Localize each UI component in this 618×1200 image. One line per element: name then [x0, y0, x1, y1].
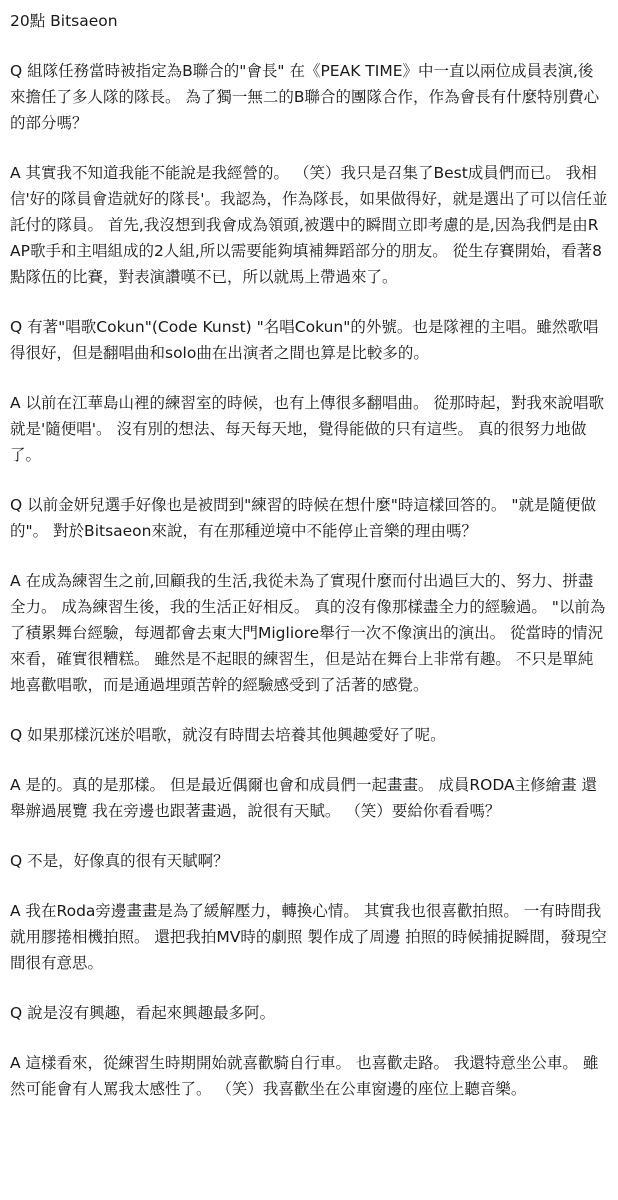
paragraph-answer-5: A 我在Roda旁邊畫畫是為了緩解壓力，轉換心情。 其實我也很喜歡拍照。 一有時間我就用膠捲相機拍照。 還把我拍MV時的劇照 製作成了周邊 拍照的時候捕捉瞬間，發現空間很有意思。 — [10, 902, 607, 972]
paragraph-question-4: Q 如果那樣沉迷於唱歌，就沒有時間去培養其他興趣愛好了呢。 — [10, 726, 446, 744]
paragraph-answer-4: A 是的。真的是那樣。 但是最近偶爾也會和成員們一起畫畫。 成員RODA主修繪畫 還舉辦過展覽 我在旁邊也跟著畫過，說很有天賦。 （笑）要給你看看嗎？ — [10, 776, 598, 820]
paragraph-answer-1: A 其實我不知道我能不能說是我經營的。 （笑）我只是召集了Best成員們而已。 我相信'好的隊員會造就好的隊長'。我認為，作為隊長，如果做得好，就是選出了可以信任並託付的隊員。 首先,我沒想到我會成為領頭,被選中的瞬間立即考慮的是,因為我們是由RAP歌手和主唱組成的2人組,所以需要能夠填補舞蹈部分的朋友。 從生存賽開始，看著8點隊伍的比賽，對表演讚嘆不已，所以就馬上帶過來了。 — [10, 164, 608, 286]
paragraph-answer-2: A 以前在江華島山裡的練習室的時候，也有上傳很多翻唱曲。 從那時起，對我來說唱歌就是'隨便唱'。 沒有別的想法、每天每天地，覺得能做的只有這些。 真的很努力地做了。 — [10, 394, 604, 464]
article-title: 20點 Bitsaeon — [10, 12, 118, 30]
paragraph-question-2: Q 有著"唱歌Cokun"(Code Kunst) "名唱Cokun"的外號。也是隊裡的主唱。雖然歌唱得很好，但是翻唱曲和solo曲在出演者之間也算是比較多的。 — [10, 318, 599, 362]
article-body — [10, 8, 608, 1102]
paragraph-question-1: Q 組隊任務當時被指定為B聯合的"會長" 在《PEAK TIME》中一直以兩位成員表演,後來擔任了多人隊的隊長。 為了獨一無二的B聯合的團隊合作，作為會長有什麼特別費心的部分嗎？ — [10, 62, 600, 132]
paragraph-question-6: Q 說是沒有興趣，看起來興趣最多阿。 — [10, 1004, 276, 1022]
paragraph-question-3: Q 以前金妍兒選手好像也是被問到"練習的時候在想什麼"時這樣回答的。 "就是隨便做的"。 對於Bitsaeon來說，有在那種逆境中不能停止音樂的理由嗎？ — [10, 496, 596, 540]
paragraph-answer-3: A 在成為練習生之前,回顧我的生活,我從未為了實現什麼而付出過巨大的、努力、拼盡全力。 成為練習生後，我的生活正好相反。 真的沒有像那樣盡全力的經驗過。 "以前為了積累舞台經驗，每週都會去東大門Migliore舉行一次不像演出的演出。 從當時的情況來看，確實很糟糕。 雖然是不起眼的練習生，但是站在舞台上非常有趣。 不只是單純地喜歡唱歌，而是通過埋頭苦幹的經驗感受到了活著的感覺。 — [10, 572, 606, 694]
paragraph-answer-6: A 這樣看來，從練習生時期開始就喜歡騎自行車。 也喜歡走路。 我還特意坐公車。 雖然可能會有人罵我太感性了。 （笑）我喜歡坐在公車窗邊的座位上聽音樂。 — [10, 1054, 599, 1098]
paragraph-question-5: Q 不是，好像真的很有天賦啊？ — [10, 852, 229, 870]
